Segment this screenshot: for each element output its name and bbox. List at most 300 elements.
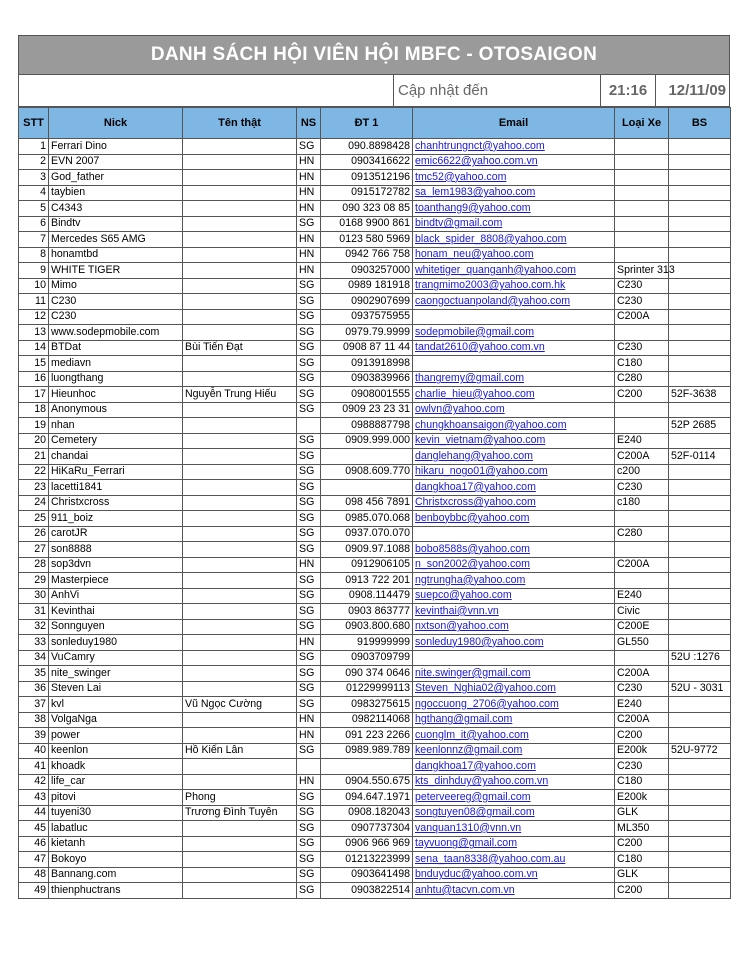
real-name-cell xyxy=(183,139,297,155)
real-name-cell xyxy=(183,650,297,666)
table-row xyxy=(19,666,731,682)
stt-cell: 1 xyxy=(19,139,49,155)
email-cell xyxy=(413,139,615,155)
email-cell xyxy=(413,480,615,496)
car-type-cell: C180 xyxy=(615,852,669,868)
real-name-cell xyxy=(183,635,297,651)
plate-cell: 52F-0114 xyxy=(669,449,731,465)
plate-cell xyxy=(669,635,731,651)
real-name-cell: Phong xyxy=(183,790,297,806)
plate-cell xyxy=(669,867,731,883)
car-type-cell: C200A xyxy=(615,449,669,465)
real-name-cell xyxy=(183,604,297,620)
stt-cell: 31 xyxy=(19,604,49,620)
ns-cell: HN xyxy=(297,201,321,217)
real-name-cell xyxy=(183,480,297,496)
email-link[interactable]: whitetiger_quanganh@yahoo.com xyxy=(415,263,576,276)
col-header-phone: ĐT 1 xyxy=(321,108,413,139)
real-name-cell xyxy=(183,666,297,682)
email-cell xyxy=(413,759,615,775)
plate-cell xyxy=(669,712,731,728)
ns-cell: SG xyxy=(297,449,321,465)
nick-cell: chandai xyxy=(49,449,183,465)
ns-cell: SG xyxy=(297,480,321,496)
phone-cell: 0903709799 xyxy=(321,650,413,666)
ns-cell: HN xyxy=(297,232,321,248)
real-name-cell xyxy=(183,325,297,341)
email-cell xyxy=(413,247,615,263)
car-type-cell: c200 xyxy=(615,464,669,480)
plate-cell xyxy=(669,402,731,418)
plate-cell xyxy=(669,232,731,248)
plate-cell xyxy=(669,170,731,186)
ns-cell: SG xyxy=(297,139,321,155)
nick-cell: C230 xyxy=(49,294,183,310)
car-type-cell xyxy=(615,232,669,248)
real-name-cell xyxy=(183,511,297,527)
email-link[interactable]: Christxcross@yahoo.com xyxy=(415,496,536,509)
car-type-cell: C200 xyxy=(615,836,669,852)
phone-cell: 0989.989.789 xyxy=(321,743,413,759)
email-link[interactable]: chanhtrungnct@yahoo.com xyxy=(415,139,545,152)
table-row xyxy=(19,294,731,310)
plate-cell xyxy=(669,697,731,713)
nick-cell: power xyxy=(49,728,183,744)
stt-cell: 12 xyxy=(19,309,49,325)
email-link[interactable]: ngoccuong_2706@yahoo.com xyxy=(415,697,559,710)
nick-cell: kvl xyxy=(49,697,183,713)
phone-cell: 0979.79.9999 xyxy=(321,325,413,341)
phone-cell: 0937575955 xyxy=(321,309,413,325)
plate-cell xyxy=(669,542,731,558)
car-type-cell: C180 xyxy=(615,774,669,790)
stt-cell: 35 xyxy=(19,666,49,682)
phone-cell: 0989 181918 xyxy=(321,278,413,294)
plate-cell xyxy=(669,139,731,155)
stt-cell: 43 xyxy=(19,790,49,806)
phone-cell: 0937.070.070 xyxy=(321,526,413,542)
plate-cell xyxy=(669,294,731,310)
email-cell xyxy=(413,883,615,899)
plate-cell xyxy=(669,216,731,232)
plate-cell xyxy=(669,263,731,279)
plate-cell xyxy=(669,371,731,387)
real-name-cell: Vũ Ngọc Cường xyxy=(183,697,297,713)
phone-cell: 0913 722 201 xyxy=(321,573,413,589)
email-cell xyxy=(413,356,615,372)
plate-cell xyxy=(669,480,731,496)
email-cell xyxy=(413,604,615,620)
table-row xyxy=(19,480,731,496)
phone-cell: 919999999 xyxy=(321,635,413,651)
phone-cell: 0903257000 xyxy=(321,263,413,279)
car-type-cell: C200E xyxy=(615,619,669,635)
real-name-cell xyxy=(183,883,297,899)
table-row xyxy=(19,836,731,852)
plate-cell xyxy=(669,588,731,604)
real-name-cell xyxy=(183,542,297,558)
table-row xyxy=(19,573,731,589)
email-cell xyxy=(413,402,615,418)
stt-cell: 3 xyxy=(19,170,49,186)
nick-cell: Masterpiece xyxy=(49,573,183,589)
email-link[interactable]: trangmimo2003@yahoo.com.hk xyxy=(415,279,566,292)
plate-cell: 52U - 3031 xyxy=(669,681,731,697)
email-link[interactable]: bnduyduc@yahoo.com.vn xyxy=(415,868,538,881)
nick-cell: Anonymous xyxy=(49,402,183,418)
phone-cell: 0123 580 5969 xyxy=(321,232,413,248)
member-sheet xyxy=(18,35,730,899)
ns-cell: SG xyxy=(297,883,321,899)
phone-cell: 0904.550.675 xyxy=(321,774,413,790)
nick-cell: God_father xyxy=(49,170,183,186)
ns-cell: SG xyxy=(297,619,321,635)
plate-cell xyxy=(669,154,731,170)
email-link[interactable]: owlvn@yahoo.com xyxy=(415,403,505,416)
table-row xyxy=(19,511,731,527)
nick-cell: AnhVi xyxy=(49,588,183,604)
table-row xyxy=(19,170,731,186)
phone-cell: 0903839966 xyxy=(321,371,413,387)
ns-cell: SG xyxy=(297,526,321,542)
ns-cell xyxy=(297,418,321,434)
phone-cell: 0902907699 xyxy=(321,294,413,310)
plate-cell xyxy=(669,201,731,217)
ns-cell: SG xyxy=(297,743,321,759)
email-link[interactable]: songtuyen08@gmail.com xyxy=(415,806,535,819)
phone-cell: 0942 766 758 xyxy=(321,247,413,263)
email-link[interactable]: sena_taan8338@yahoo.com.au xyxy=(415,852,566,865)
plate-cell xyxy=(669,526,731,542)
stt-cell: 8 xyxy=(19,247,49,263)
phone-cell: 094.647.1971 xyxy=(321,790,413,806)
phone-cell: 0985.070.068 xyxy=(321,511,413,527)
table-row xyxy=(19,247,731,263)
phone-cell: 0912906105 xyxy=(321,557,413,573)
plate-cell xyxy=(669,573,731,589)
email-link[interactable]: tandat2610@yahoo.com.vn xyxy=(415,341,545,354)
email-link[interactable]: tmc52@yahoo.com xyxy=(415,170,507,183)
email-link[interactable]: danglehang@yahoo.com xyxy=(415,449,533,462)
car-type-cell: E240 xyxy=(615,433,669,449)
nick-cell: VolgaNga xyxy=(49,712,183,728)
real-name-cell: Bùi Tiến Đạt xyxy=(183,340,297,356)
email-link[interactable]: kts_dinhduy@yahoo.com.vn xyxy=(415,775,549,788)
nick-cell: Bannang.com xyxy=(49,867,183,883)
real-name-cell xyxy=(183,619,297,635)
car-type-cell: E200k xyxy=(615,743,669,759)
plate-cell: 52F-3638 xyxy=(669,387,731,403)
ns-cell: SG xyxy=(297,790,321,806)
real-name-cell xyxy=(183,588,297,604)
email-cell xyxy=(413,325,615,341)
table-row xyxy=(19,418,731,434)
table-row xyxy=(19,604,731,620)
car-type-cell xyxy=(615,154,669,170)
stt-cell: 14 xyxy=(19,340,49,356)
phone-cell: 0983275615 xyxy=(321,697,413,713)
email-link[interactable]: sodepmobile@gmail.com xyxy=(415,325,535,338)
plate-cell xyxy=(669,340,731,356)
email-link[interactable]: kevin_vietnam@yahoo.com xyxy=(415,434,546,447)
update-blank-cell xyxy=(19,75,394,106)
table-row xyxy=(19,743,731,759)
email-link[interactable]: bobo8588s@yahoo.com xyxy=(415,542,531,555)
stt-cell: 6 xyxy=(19,216,49,232)
email-cell xyxy=(413,371,615,387)
email-link[interactable]: anhtu@tacvn.com.vn xyxy=(415,883,515,896)
email-cell xyxy=(413,170,615,186)
phone-cell: 0915172782 xyxy=(321,185,413,201)
nick-cell: Kevinthai xyxy=(49,604,183,620)
car-type-cell: C230 xyxy=(615,278,669,294)
car-type-cell: GLK xyxy=(615,867,669,883)
real-name-cell xyxy=(183,821,297,837)
email-link[interactable]: caongoctuanpoland@yahoo.com xyxy=(415,294,571,307)
real-name-cell xyxy=(183,573,297,589)
nick-cell: life_car xyxy=(49,774,183,790)
email-cell xyxy=(413,774,615,790)
table-row xyxy=(19,697,731,713)
email-cell xyxy=(413,216,615,232)
phone-cell: 0908.182043 xyxy=(321,805,413,821)
ns-cell: SG xyxy=(297,495,321,511)
stt-cell: 44 xyxy=(19,805,49,821)
update-row xyxy=(18,75,730,107)
phone-cell: 0908.609.770 xyxy=(321,464,413,480)
ns-cell: SG xyxy=(297,402,321,418)
email-link[interactable]: hgthang@gmail.com xyxy=(415,713,513,726)
email-link[interactable]: kevinthai@vnn.vn xyxy=(415,604,499,617)
plate-cell xyxy=(669,464,731,480)
nick-cell: Hieunhoc xyxy=(49,387,183,403)
car-type-cell: C200 xyxy=(615,387,669,403)
plate-cell xyxy=(669,619,731,635)
real-name-cell xyxy=(183,170,297,186)
email-cell xyxy=(413,526,615,542)
email-cell xyxy=(413,852,615,868)
nick-cell: taybien xyxy=(49,185,183,201)
phone-cell: 0913512196 xyxy=(321,170,413,186)
plate-cell xyxy=(669,433,731,449)
car-type-cell: C200A xyxy=(615,309,669,325)
email-link[interactable]: sonleduy1980@yahoo.com xyxy=(415,635,544,648)
table-row xyxy=(19,340,731,356)
table-row xyxy=(19,232,731,248)
email-link[interactable]: emic6622@yahoo.com.vn xyxy=(415,155,538,168)
email-link[interactable]: nxtson@yahoo.com xyxy=(415,620,509,633)
car-type-cell: C230 xyxy=(615,681,669,697)
stt-cell: 29 xyxy=(19,573,49,589)
nick-cell: C4343 xyxy=(49,201,183,217)
real-name-cell xyxy=(183,247,297,263)
car-type-cell: E240 xyxy=(615,697,669,713)
email-link[interactable]: tayvuong@gmail.com xyxy=(415,837,518,850)
stt-cell: 42 xyxy=(19,774,49,790)
ns-cell: SG xyxy=(297,294,321,310)
col-header-ns: NS xyxy=(297,108,321,139)
email-cell xyxy=(413,418,615,434)
col-header-email: Email xyxy=(413,108,615,139)
nick-cell: Christxcross xyxy=(49,495,183,511)
stt-cell: 2 xyxy=(19,154,49,170)
email-cell xyxy=(413,387,615,403)
car-type-cell: C200A xyxy=(615,557,669,573)
email-cell xyxy=(413,681,615,697)
real-name-cell xyxy=(183,216,297,232)
phone-cell: 0909.97.1088 xyxy=(321,542,413,558)
ns-cell: SG xyxy=(297,573,321,589)
phone-cell: 0909 23 23 31 xyxy=(321,402,413,418)
car-type-cell: Civic xyxy=(615,604,669,620)
real-name-cell xyxy=(183,712,297,728)
plate-cell xyxy=(669,883,731,899)
stt-cell: 10 xyxy=(19,278,49,294)
table-row xyxy=(19,588,731,604)
email-cell xyxy=(413,619,615,635)
email-link[interactable]: charlie_hieu@yahoo.com xyxy=(415,387,535,400)
nick-cell: luongthang xyxy=(49,371,183,387)
nick-cell: lacetti1841 xyxy=(49,480,183,496)
nick-cell: VuCamry xyxy=(49,650,183,666)
col-header-real-name: Tên thật xyxy=(183,108,297,139)
stt-cell: 9 xyxy=(19,263,49,279)
phone-cell: 090 323 08 85 xyxy=(321,201,413,217)
stt-cell: 26 xyxy=(19,526,49,542)
stt-cell: 39 xyxy=(19,728,49,744)
email-link[interactable]: cuonglm_it@yahoo.com xyxy=(415,728,529,741)
nick-cell: Cemetery xyxy=(49,433,183,449)
ns-cell: SG xyxy=(297,821,321,837)
member-table xyxy=(18,107,731,899)
header-row xyxy=(19,108,731,139)
phone-cell: 0903.800.680 xyxy=(321,619,413,635)
table-row xyxy=(19,650,731,666)
email-link[interactable]: bindtv@gmail.com xyxy=(415,217,503,230)
phone-cell: 0903822514 xyxy=(321,883,413,899)
real-name-cell xyxy=(183,557,297,573)
phone-cell: 0908 87 11 44 xyxy=(321,340,413,356)
car-type-cell: C230 xyxy=(615,480,669,496)
table-row xyxy=(19,852,731,868)
email-link[interactable]: sa_lem1983@yahoo.com xyxy=(415,186,536,199)
email-cell xyxy=(413,821,615,837)
phone-cell: 0982114068 xyxy=(321,712,413,728)
email-link[interactable]: suepco@yahoo.com xyxy=(415,589,512,602)
email-link[interactable]: black_spider_8808@yahoo.com xyxy=(415,232,567,245)
table-row xyxy=(19,774,731,790)
email-link[interactable]: hikaru_nogo01@yahoo.com xyxy=(415,465,548,478)
email-link[interactable]: thangremy@gmail.com xyxy=(415,372,525,385)
nick-cell: mediavn xyxy=(49,356,183,372)
sheet-title: DANH SÁCH HỘI VIÊN HỘI MBFC - OTOSAIGON xyxy=(18,35,730,75)
email-cell xyxy=(413,294,615,310)
ns-cell: SG xyxy=(297,464,321,480)
stt-cell: 45 xyxy=(19,821,49,837)
stt-cell: 38 xyxy=(19,712,49,728)
email-cell xyxy=(413,201,615,217)
phone-cell: 01213223999 xyxy=(321,852,413,868)
real-name-cell xyxy=(183,232,297,248)
real-name-cell xyxy=(183,371,297,387)
table-row xyxy=(19,433,731,449)
ns-cell: HN xyxy=(297,170,321,186)
email-link[interactable]: honam_neu@yahoo.com xyxy=(415,248,534,261)
ns-cell: SG xyxy=(297,278,321,294)
email-cell xyxy=(413,185,615,201)
email-link[interactable]: chungkhoansaigon@yahoo.com xyxy=(415,418,567,431)
email-cell xyxy=(413,154,615,170)
email-link[interactable]: ngtrungha@yahoo.com xyxy=(415,573,526,586)
email-link[interactable]: n_son2002@yahoo.com xyxy=(415,558,531,571)
nick-cell: Mercedes S65 AMG xyxy=(49,232,183,248)
ns-cell xyxy=(297,759,321,775)
phone-cell: 091 223 2266 xyxy=(321,728,413,744)
phone-cell: 0903416622 xyxy=(321,154,413,170)
table-row xyxy=(19,201,731,217)
plate-cell xyxy=(669,774,731,790)
ns-cell: SG xyxy=(297,511,321,527)
stt-cell: 23 xyxy=(19,480,49,496)
stt-cell: 46 xyxy=(19,836,49,852)
stt-cell: 47 xyxy=(19,852,49,868)
email-cell xyxy=(413,697,615,713)
nick-cell: Bindtv xyxy=(49,216,183,232)
email-link[interactable]: Steven_Nghia02@yahoo.com xyxy=(415,682,556,695)
email-link[interactable]: vanquan1310@vnn.vn xyxy=(415,821,522,834)
phone-cell: 0907737304 xyxy=(321,821,413,837)
stt-cell: 25 xyxy=(19,511,49,527)
email-link[interactable]: keenlonnz@gmail.com xyxy=(415,744,523,757)
ns-cell: HN xyxy=(297,154,321,170)
table-row xyxy=(19,542,731,558)
nick-cell: HiKaRu_Ferrari xyxy=(49,464,183,480)
ns-cell: SG xyxy=(297,340,321,356)
plate-cell xyxy=(669,356,731,372)
nick-cell: Sonnguyen xyxy=(49,619,183,635)
real-name-cell xyxy=(183,185,297,201)
stt-cell: 16 xyxy=(19,371,49,387)
nick-cell: Mimo xyxy=(49,278,183,294)
real-name-cell xyxy=(183,309,297,325)
col-header-nick: Nick xyxy=(49,108,183,139)
email-link[interactable]: toanthang9@yahoo.com xyxy=(415,201,531,214)
ns-cell: SG xyxy=(297,309,321,325)
car-type-cell xyxy=(615,542,669,558)
real-name-cell xyxy=(183,774,297,790)
email-link[interactable]: peterveereg@gmail.com xyxy=(415,790,531,803)
ns-cell: SG xyxy=(297,697,321,713)
phone-cell xyxy=(321,759,413,775)
phone-cell: 01229999113 xyxy=(321,681,413,697)
email-cell xyxy=(413,464,615,480)
car-type-cell xyxy=(615,511,669,527)
email-link[interactable]: benboybbc@yahoo.com xyxy=(415,511,530,524)
table-row xyxy=(19,728,731,744)
table-row xyxy=(19,309,731,325)
nick-cell: Bokoyo xyxy=(49,852,183,868)
ns-cell: SG xyxy=(297,387,321,403)
ns-cell: HN xyxy=(297,728,321,744)
email-link[interactable]: dangkhoa17@yahoo.com xyxy=(415,759,536,772)
email-link[interactable]: nite.swinger@gmail.com xyxy=(415,666,531,679)
ns-cell: SG xyxy=(297,681,321,697)
nick-cell: khoadk xyxy=(49,759,183,775)
car-type-cell xyxy=(615,201,669,217)
plate-cell xyxy=(669,666,731,682)
ns-cell: SG xyxy=(297,666,321,682)
email-link[interactable]: dangkhoa17@yahoo.com xyxy=(415,480,536,493)
